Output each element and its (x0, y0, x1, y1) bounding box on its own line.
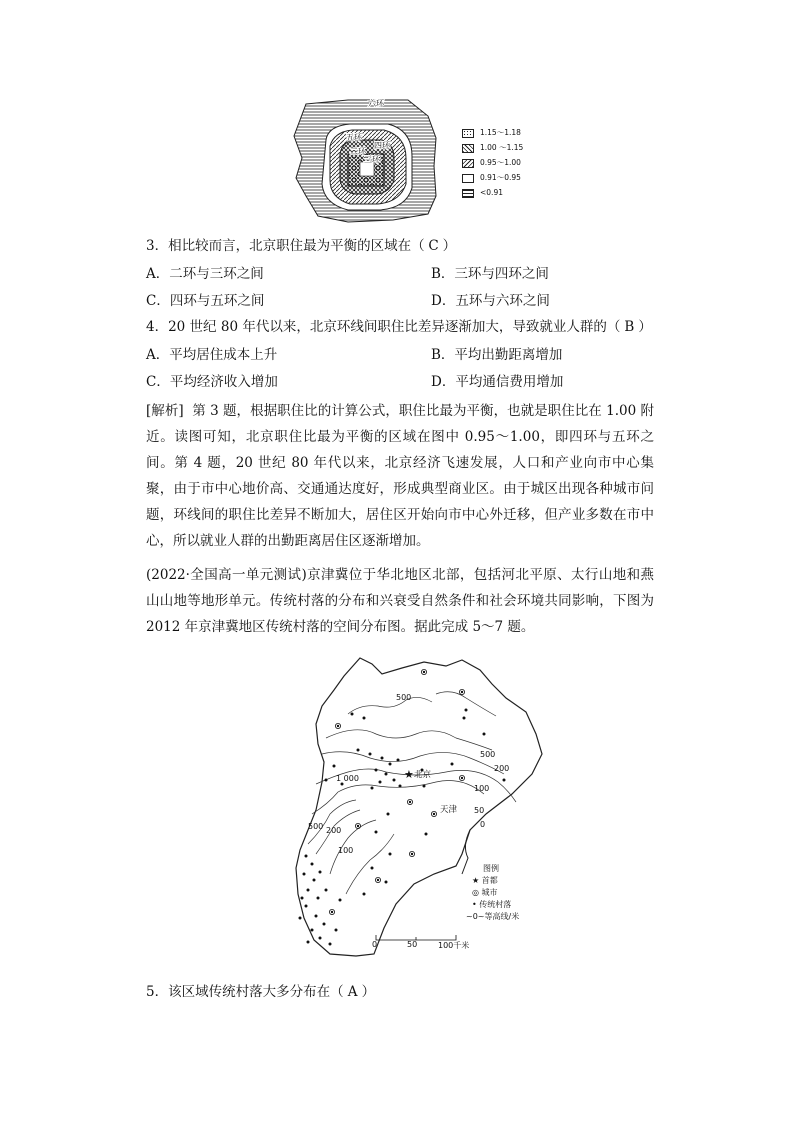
analysis-tag: [解析] (146, 403, 184, 419)
q3-option-b: B．三环与四环之间 (431, 266, 549, 282)
contour-label: 0 (480, 820, 486, 829)
q4-option-c: C．平均经济收入增加 (146, 374, 278, 390)
legend-item: 0.91～0.95 (462, 173, 521, 183)
capital-icon: ★ (472, 876, 480, 885)
scale-label: 50 (407, 940, 418, 949)
q3-option-a: A．二环与三环之间 (146, 266, 264, 282)
legend-item: <0.91 (462, 188, 503, 198)
swatch-blank-icon (462, 174, 474, 183)
swatch-diag-left-icon (462, 159, 474, 168)
q3-answer: C (428, 238, 439, 254)
map-legend-title: 图例 (483, 864, 499, 873)
city-icon: ◎ (472, 888, 479, 897)
map-legend-item: • 传统村落 (472, 900, 512, 909)
legend-item: 1.00 ～1.15 (462, 143, 523, 153)
city-label-tianjin: 天津 (440, 805, 458, 815)
swatch-diag-right-icon (462, 144, 474, 153)
contour-label: 200 (326, 826, 342, 835)
swatch-dots-icon (462, 129, 474, 138)
map-legend-item: ◎ 城市 (472, 888, 498, 897)
q4-option-a: A．平均居住成本上升 (146, 347, 278, 363)
ring-map-figure (288, 96, 438, 224)
passage-paragraph: (2022·全国高一单元测试)京津冀位于华北地区北部，包括河北平原、太行山地和燕山山地等地形单元。传统村落的分布和兴衰受自然条件和社会环境共同影响，下图为 2012 年京津冀地区传统村落的空间分布图。据此完成 5～7 题。 (146, 567, 654, 635)
village-icon: • (472, 900, 477, 909)
contour-label: 200 (494, 764, 510, 773)
analysis-text: 第 3 题，根据职住比的计算公式，职住比最为平衡，也就是职住比在 1.00 附近。读图可知，北京职住比最为平衡的区域在图中 0.95～1.00，即四环与五环之间。第 4 题，20 世纪 80 年代以来，北京经济飞速发展，人口和产业向市中心集聚，由于市中心地价高、交通通达度好，形成典型商业区。由于城区出现各种城市问题，环线间的职住比差异不断加大，居住区开始向市中心外迁移，但产业多数在市中心，所以就业人群的出勤距离居住区逐渐增加。 (146, 403, 654, 549)
q4-stem: 4．20 世纪 80 年代以来，北京环线间职住比差异逐渐加大，导致就业人群的（ B ） (146, 319, 652, 335)
scale-label: 0 (372, 940, 378, 949)
ring5-label: 五环 (346, 133, 362, 142)
scale-label: 100千米 (438, 941, 470, 950)
contour-label: 500 (308, 822, 324, 831)
q3-option-c: C．四环与五环之间 (146, 293, 265, 309)
q4-answer: B (624, 319, 635, 335)
q4-option-b: B．平均出勤距离增加 (431, 347, 563, 363)
q5-stem: 5．该区域传统村落大多分布在（ A ） (146, 984, 376, 1000)
contour-label: 1 000 (336, 774, 359, 783)
legend-item: 0.95～1.00 (462, 158, 521, 168)
contour-label: 50 (474, 806, 485, 815)
ring3-label: 三环 (364, 155, 380, 164)
analysis-paragraph (146, 398, 654, 554)
map-legend-item: ★ 首都 (472, 876, 498, 885)
contour-label: 500 (480, 750, 496, 759)
contour-label: 100 (338, 846, 354, 855)
contour-label: 500 (396, 693, 412, 702)
ring6-label: 六环 (368, 99, 384, 108)
map-legend-item: ~0~等高线/米 (466, 912, 520, 921)
city-label-beijing: 北京 (414, 770, 432, 780)
capital-star-icon: ★ (404, 768, 414, 781)
ring2-label: 二环 (350, 147, 366, 156)
ring4-label: 四环 (374, 141, 390, 150)
contour-label: 100 (474, 784, 490, 793)
swatch-horizontal-icon (462, 189, 474, 198)
q3-stem: 3．相比较而言，北京职住最为平衡的区域在（ C ） (146, 238, 457, 254)
contour-icon: ~0~ (466, 912, 485, 921)
q3-option-d: D．五环与六环之间 (431, 293, 550, 309)
legend-item: 1.15～1.18 (462, 128, 521, 138)
q4-option-d: D．平均通信费用增加 (431, 374, 564, 390)
q5-answer: A (347, 984, 358, 1000)
